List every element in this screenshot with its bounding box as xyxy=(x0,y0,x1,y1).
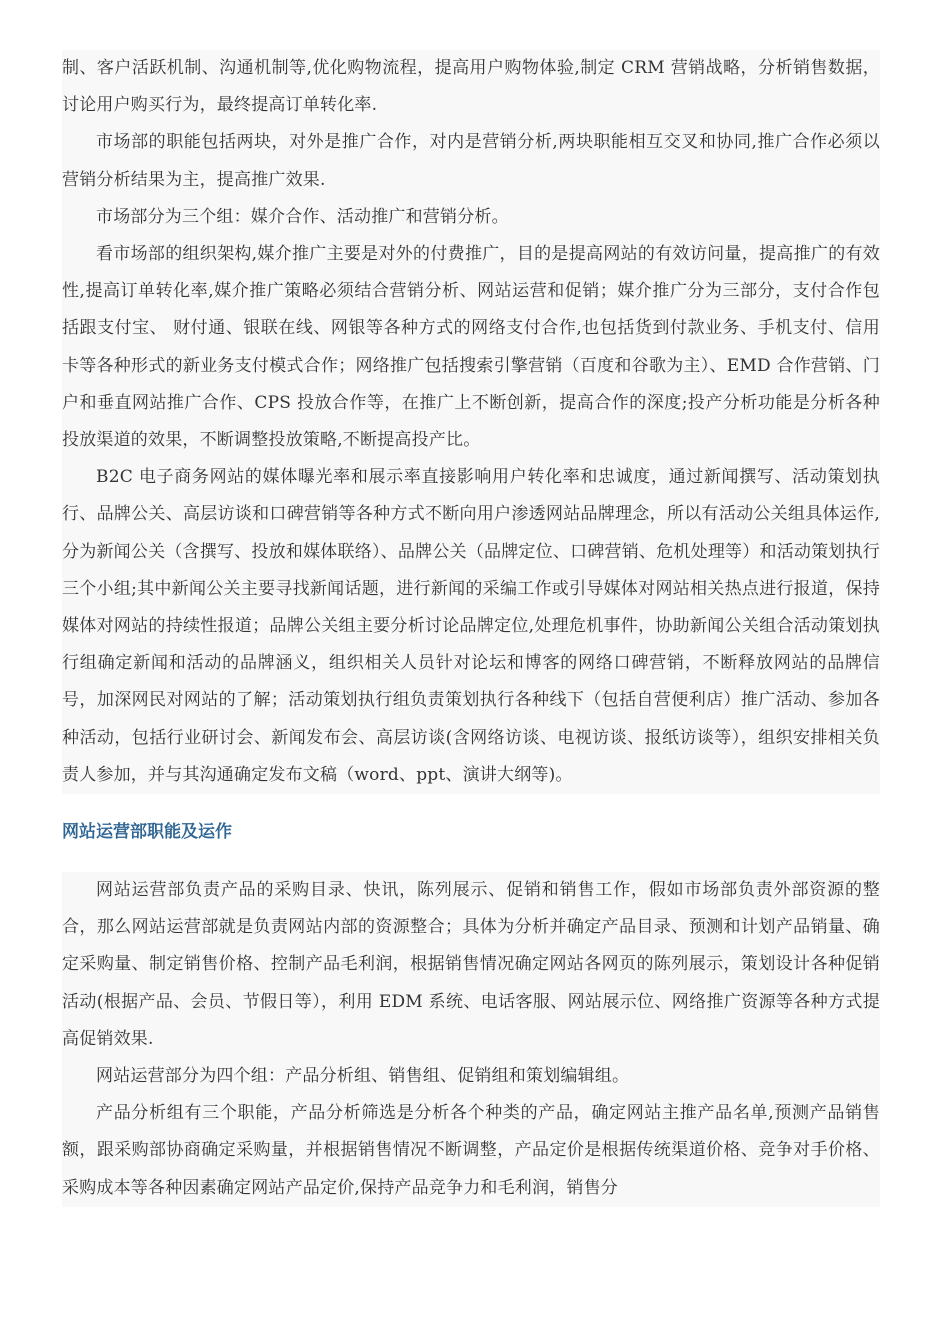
paragraph: 看市场部的组织架构,媒介推广主要是对外的付费推广，目的是提高网站的有效访问量，提高推广的有效性,提高订单转化率,媒介推广策略必须结合营销分析、网站运营和促销；媒介推广分为三部分，支付合作包括跟支付宝、 财付通、银联在线、网银等各种方式的网络支付合作,也包括货到付款业务、手机支付、信用卡等各种形式的新业务支付模式合作；网络推广包括搜索引擎营销（百度和谷歌为主）、EMD 合作营销、门户和垂直网站推广合作、CPS 投放合作等，在推广上不断创新，提高合作的深度;投产分析功能是分析各种投放渠道的效果，不断调整投放策略,不断提高投产比。 xyxy=(62,244,880,451)
operations-dept-section xyxy=(62,872,880,1207)
market-dept-section xyxy=(62,50,880,794)
section-heading: 网站运营部职能及运作 xyxy=(62,822,232,843)
paragraph: 制、客户活跃机制、沟通机制等,优化购物流程，提高用户购物体验,制定 CRM 营销战略，分析销售数据，讨论用户购买行为，最终提高订单转化率. xyxy=(62,58,880,116)
paragraph: 产品分析组有三个职能，产品分析筛选是分析各个种类的产品，确定网站主推产品名单,预测产品销售额，跟采购部协商确定采购量，并根据销售情况不断调整，产品定价是根据传统渠道价格、竞争对手价格、采购成本等各种因素确定网站产品定价,保持产品竞争力和毛利润，销售分 xyxy=(62,1103,880,1198)
paragraph: 网站运营部分为四个组：产品分析组、销售组、促销组和策划编辑组。 xyxy=(96,1066,630,1087)
paragraph: 市场部的职能包括两块，对外是推广合作，对内是营销分析,两块职能相互交叉和协同,推广合作必须以营销分析结果为主，提高推广效果. xyxy=(62,132,880,190)
paragraph: B2C 电子商务网站的媒体曝光率和展示率直接影响用户转化率和忠诚度，通过新闻撰写、活动策划执行、品牌公关、高层访谈和口碑营销等各种方式不断向用户渗透网站品牌理念，所以有活动公关组具体运作,分为新闻公关（含撰写、投放和媒体联络）、品牌公关（品牌定位、口碑营销、危机处理等）和活动策划执行三个小组;其中新闻公关主要寻找新闻话题，进行新闻的采编工作或引导媒体对网站相关热点进行报道，保持媒体对网站的持续性报道；品牌公关组主要分析讨论品牌定位,处理危机事件，协助新闻公关组合活动策划执行组确定新闻和活动的品牌涵义，组织相关人员针对论坛和博客的网络口碑营销，不断释放网站的品牌信号，加深网民对网站的了解；活动策划执行组负责策划执行各种线下（包括自营便利店）推广活动、参加各种活动，包括行业研讨会、新闻发布会、高层访谈(含网络访谈、电视访谈、报纸访谈等），组织安排相关负责人参加，并与其沟通确定发布文稿（word、ppt、演讲大纲等)。 xyxy=(62,467,880,785)
paragraph: 市场部分为三个组：媒介合作、活动推广和营销分析。 xyxy=(96,206,509,227)
document-page xyxy=(62,50,880,1207)
paragraph: 网站运营部负责产品的采购目录、快讯，陈列展示、促销和销售工作，假如市场部负责外部资源的整合，那么网站运营部就是负责网站内部的资源整合；具体为分析并确定产品目录、预测和计划产品销量、确定采购量、制定销售价格、控制产品毛利润，根据销售情况确定网站各网页的陈列展示，策划设计各种促销活动(根据产品、会员、节假日等），利用 EDM 系统、电话客服、网站展示位、网络推广资源等各种方式提高促销效果. xyxy=(62,880,880,1049)
